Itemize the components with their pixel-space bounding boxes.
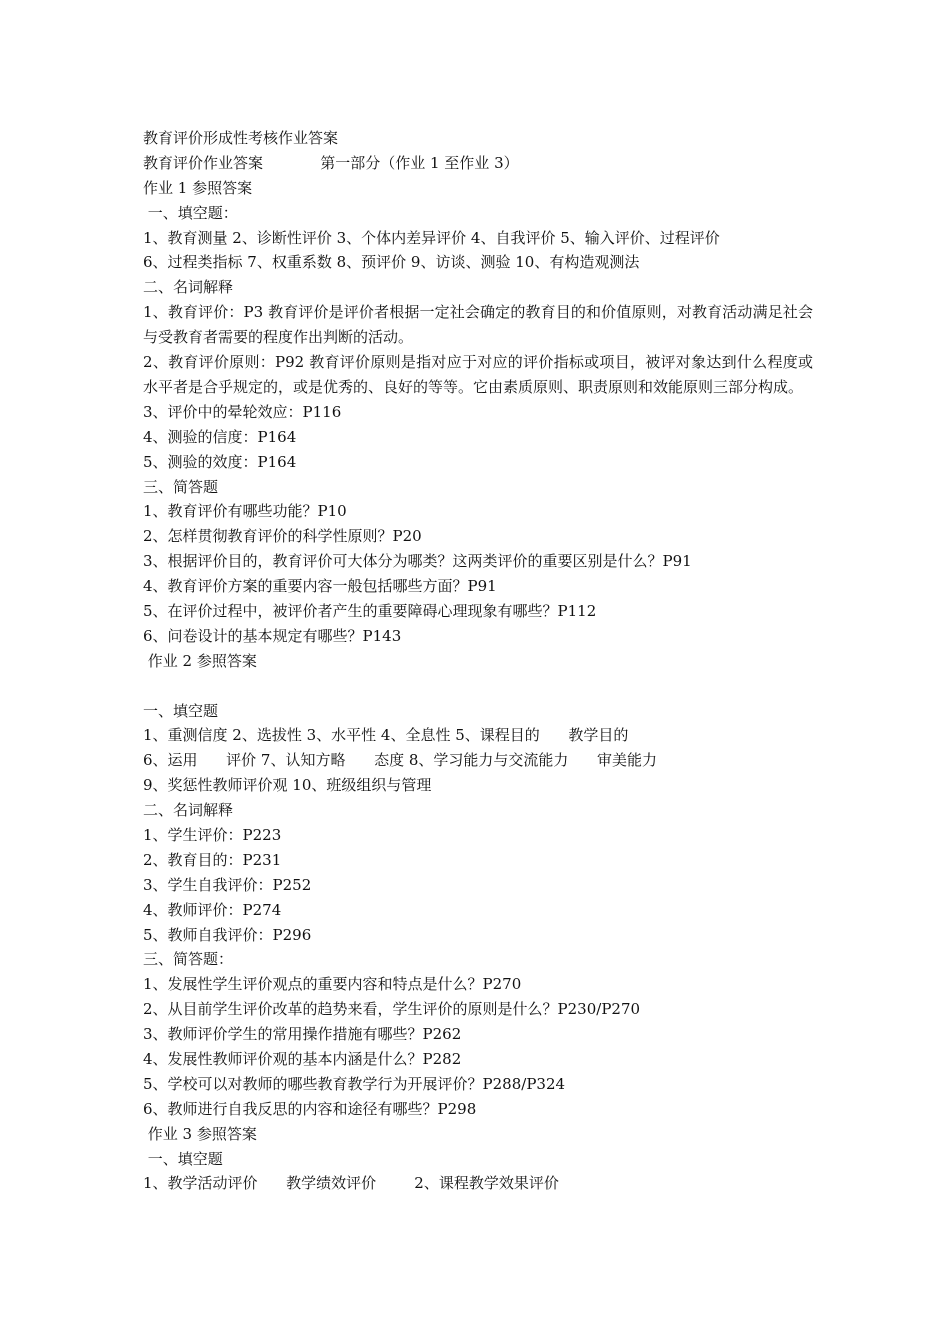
text-line: 作业 1 参照答案 (143, 178, 253, 197)
text-line: 4、教育评价方案的重要内容一般包括哪些方面？P91 (143, 577, 497, 596)
document-body (143, 126, 813, 1196)
text-line: 3、教师评价学生的常用操作措施有哪些？P262 (143, 1025, 462, 1044)
text-line: 二、名词解释 (143, 801, 234, 820)
text-line: 1、学生评价：P223 (143, 826, 282, 844)
text-line: 1、教育测量 2、诊断性评价 3、个体内差异评价 4、自我评价 5、输入评价、过程评价 (143, 228, 720, 247)
text-line: 6、运用 评价 7、认知方略 态度 8、学习能力与交流能力 审美能力 (143, 751, 657, 770)
text-line: 2、从目前学生评价改革的趋势来看，学生评价的原则是什么？P230/P270 (143, 1000, 641, 1019)
text-line: 2、教育评价原则：P92 教育评价原则是指对应于对应的评价指标或项目，被评对象达到什么程度或水平者是合乎规定的，或是优秀的、良好的等等。它由素质原则、职责原则和效能原则三部分构成。 (143, 353, 813, 396)
text-line: 5、教师自我评价：P296 (143, 925, 312, 944)
text-line: 三、简答题 (143, 477, 219, 496)
text-line: 教育评价形成性考核作业答案 (143, 129, 339, 147)
text-line: 一、填空题 (143, 1149, 223, 1168)
text-line: 5、学校可以对教师的哪些教育教学行为开展评价？P288/P324 (143, 1074, 566, 1093)
text-line: 1、教育评价有哪些功能？P10 (143, 502, 347, 521)
text-line: 2、教育目的：P231 (143, 850, 282, 869)
text-line: 三、简答题： (143, 950, 234, 969)
text-line: 作业 2 参照答案 (143, 651, 257, 670)
text-line: 3、评价中的晕轮效应：P116 (143, 402, 342, 421)
text-line: 一、填空题 (143, 701, 219, 720)
text-line: 6、教师进行自我反思的内容和途径有哪些？P298 (143, 1099, 477, 1118)
text-line: 一、填空题： (143, 203, 238, 222)
text-line: 1、教学活动评价 教学绩效评价 2、课程教学效果评价 (143, 1174, 559, 1193)
text-line: 二、名词解释 (143, 278, 234, 297)
text-line: 4、教师评价：P274 (143, 900, 282, 919)
text-line: 5、在评价过程中，被评价者产生的重要障碍心理现象有哪些？P112 (143, 601, 597, 620)
text-line: 1、教育评价：P3 教育评价是评价者根据一定社会确定的教育目的和价值原则，对教育活动满足社会与受教育者需要的程度作出判断的活动。 (143, 303, 813, 347)
text-line: 4、发展性教师评价观的基本内涵是什么？P282 (143, 1050, 462, 1069)
text-line: 9、奖惩性教师评价观 10、班级组织与管理 (143, 776, 432, 795)
text-line: 5、测验的效度：P164 (143, 452, 297, 471)
text-line: 3、根据评价目的，教育评价可大体分为哪类？这两类评价的重要区别是什么？P91 (143, 552, 692, 571)
text-line: 1、重测信度 2、选拔性 3、水平性 4、全息性 5、课程目的 教学目的 (143, 726, 629, 745)
text-line: 1、发展性学生评价观点的重要内容和特点是什么？P270 (143, 975, 522, 994)
blank-line (143, 674, 813, 699)
text-line: 6、问卷设计的基本规定有哪些？P143 (143, 626, 402, 645)
text-line: 教育评价作业答案 第一部分（作业 1 至作业 3） (143, 153, 519, 172)
text-line: 2、怎样贯彻教育评价的科学性原则？P20 (143, 527, 422, 546)
text-line: 4、测验的信度：P164 (143, 427, 297, 446)
text-line: 6、过程类指标 7、权重系数 8、预评价 9、访谈、测验 10、有构造观测法 (143, 253, 640, 272)
text-line: 作业 3 参照答案 (143, 1124, 257, 1143)
text-line: 3、学生自我评价：P252 (143, 875, 312, 894)
